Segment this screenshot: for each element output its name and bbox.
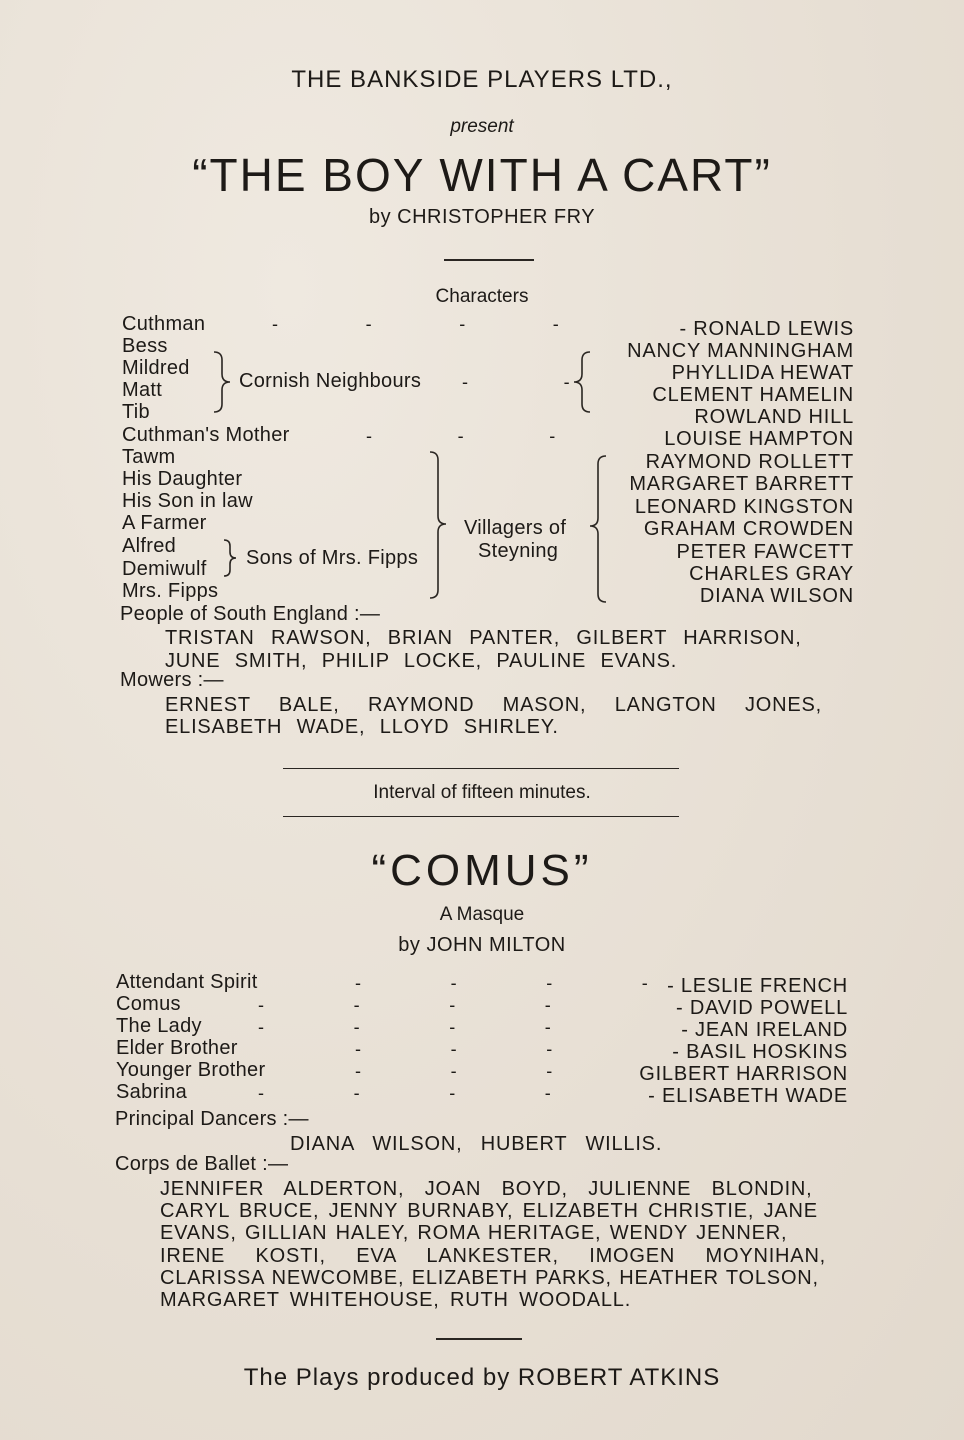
play1-title: “THE BOY WITH A CART” xyxy=(192,149,772,201)
actor-mildred: PHYLLIDA HEWAT xyxy=(671,362,854,384)
dot-leader: - - - xyxy=(355,1039,553,1059)
role-tib: Tib xyxy=(122,401,150,423)
actor-bess: NANCY MANNINGHAM xyxy=(627,340,854,362)
play2-subtitle: A Masque xyxy=(439,904,525,925)
corps-heading: Corps de Ballet :— xyxy=(115,1153,289,1175)
play2-author: by JOHN MILTON xyxy=(398,934,566,956)
role-matt: Matt xyxy=(122,379,163,401)
divider xyxy=(283,768,679,769)
actor-alfred: PETER FAWCETT xyxy=(676,541,854,563)
producer-credit: The Plays produced by ROBERT ATKINS xyxy=(243,1364,721,1391)
company-name: THE BANKSIDE PLAYERS LTD., xyxy=(291,66,673,93)
role-sabrina: Sabrina xyxy=(116,1081,188,1103)
dot-leader: - - - - xyxy=(258,995,552,1015)
role-mildred: Mildred xyxy=(122,357,190,379)
dot-leader: - - - xyxy=(355,1061,553,1081)
role-elder-brother: Elder Brother xyxy=(116,1037,238,1059)
principal-dancers-line: DIANA WILSON, HUBERT WILLIS. xyxy=(290,1133,663,1155)
people-heading: People of South England :— xyxy=(120,603,381,625)
role-his-son-in-law: His Son in law xyxy=(122,490,253,512)
actor-his-son-in-law: LEONARD KINGSTON xyxy=(634,496,854,518)
brace-sons xyxy=(224,540,236,576)
group-sons-of-mrs-fipps: Sons of Mrs. Fipps xyxy=(246,547,419,569)
dot-leader: - - - - xyxy=(258,1017,552,1037)
characters-heading: Characters xyxy=(435,286,529,307)
play1-author: by CHRISTOPHER FRY xyxy=(368,206,596,228)
role-comus: Comus xyxy=(116,993,181,1015)
principal-dancers-heading: Principal Dancers :— xyxy=(115,1108,309,1130)
corps-line: JENNIFER ALDERTON, JOAN BOYD, JULIENNE BLONDIN, xyxy=(160,1178,813,1200)
corps-line: IRENE KOSTI, EVA LANKESTER, IMOGEN MOYNIHAN, xyxy=(160,1245,827,1267)
divider xyxy=(283,816,679,817)
actor-a-farmer: GRAHAM CROWDEN xyxy=(643,518,854,540)
corps-line: MARGARET WHITEHOUSE, RUTH WOODALL. xyxy=(160,1289,632,1311)
actor-younger-brother: GILBERT HARRISON xyxy=(639,1063,848,1085)
actor-demiwulf: CHARLES GRAY xyxy=(689,563,854,585)
actor-the-lady: - JEAN IRELAND xyxy=(681,1019,848,1041)
grouping-braces xyxy=(0,0,964,620)
corps-line: CARYL BRUCE, JENNY BURNABY, ELIZABETH CHRISTIE, JANE xyxy=(160,1200,818,1222)
play2-title: “COMUS” xyxy=(371,846,593,895)
mowers-line: ERNEST BALE, RAYMOND MASON, LANGTON JONES, xyxy=(165,694,823,716)
brace-cornish-left xyxy=(214,352,230,412)
group-villagers-line2: Steyning xyxy=(478,540,559,562)
role-bess: Bess xyxy=(122,335,168,357)
dot-leader: - - - - xyxy=(355,973,649,993)
people-line: JUNE SMITH, PHILIP LOCKE, PAULINE EVANS. xyxy=(165,650,678,672)
people-line: TRISTAN RAWSON, BRIAN PANTER, GILBERT HARRISON, xyxy=(165,627,802,649)
corps-line: EVANS, GILLIAN HALEY, ROMA HERITAGE, WENDY JENNER, xyxy=(160,1222,788,1244)
brace-villagers-right xyxy=(590,456,606,602)
role-alfred: Alfred xyxy=(122,535,177,557)
role-demiwulf: Demiwulf xyxy=(122,558,207,580)
corps-line: CLARISSA NEWCOMBE, ELIZABETH PARKS, HEATHER TOLSON, xyxy=(160,1267,819,1289)
divider xyxy=(436,1338,522,1340)
role-his-daughter: His Daughter xyxy=(122,468,243,490)
dot-leader: - - - - xyxy=(258,1083,552,1103)
actor-cuthman: - RONALD LEWIS xyxy=(679,318,854,340)
role-cuthmans-mother: Cuthman's Mother xyxy=(122,424,290,446)
mowers-heading: Mowers :— xyxy=(120,669,224,691)
actor-cuthmans-mother: LOUISE HAMPTON xyxy=(664,428,854,450)
actor-his-daughter: MARGARET BARRETT xyxy=(629,473,854,495)
group-cornish-neighbours: Cornish Neighbours xyxy=(239,370,422,392)
dot-leader: - - xyxy=(462,372,570,392)
actor-mrs-fipps: DIANA WILSON xyxy=(699,585,854,607)
group-villagers-line1: Villagers of xyxy=(464,517,567,539)
actor-attendant-spirit: - LESLIE FRENCH xyxy=(667,975,848,997)
role-cuthman: Cuthman xyxy=(122,313,206,335)
dot-leader: - - - xyxy=(366,426,556,446)
role-the-lady: The Lady xyxy=(116,1015,202,1037)
brace-villagers-left xyxy=(430,452,446,598)
present-label: present xyxy=(450,116,514,137)
mowers-line: ELISABETH WADE, LLOYD SHIRLEY. xyxy=(165,716,559,738)
actor-tib: ROWLAND HILL xyxy=(694,406,854,428)
actor-comus: - DAVID POWELL xyxy=(676,997,848,1019)
actor-sabrina: - ELISABETH WADE xyxy=(648,1085,848,1107)
actor-elder-brother: - BASIL HOSKINS xyxy=(672,1041,848,1063)
role-mrs-fipps: Mrs. Fipps xyxy=(122,580,219,602)
role-younger-brother: Younger Brother xyxy=(116,1059,266,1081)
role-tawm: Tawm xyxy=(122,446,176,468)
role-a-farmer: A Farmer xyxy=(122,512,207,534)
actor-matt: CLEMENT HAMELIN xyxy=(652,384,854,406)
actor-tawm: RAYMOND ROLLETT xyxy=(645,451,854,473)
interval-note: Interval of fifteen minutes. xyxy=(373,782,591,803)
role-attendant-spirit: Attendant Spirit xyxy=(116,971,258,993)
brace-cornish-right xyxy=(574,352,590,412)
dot-leader: - - - - xyxy=(272,314,560,334)
